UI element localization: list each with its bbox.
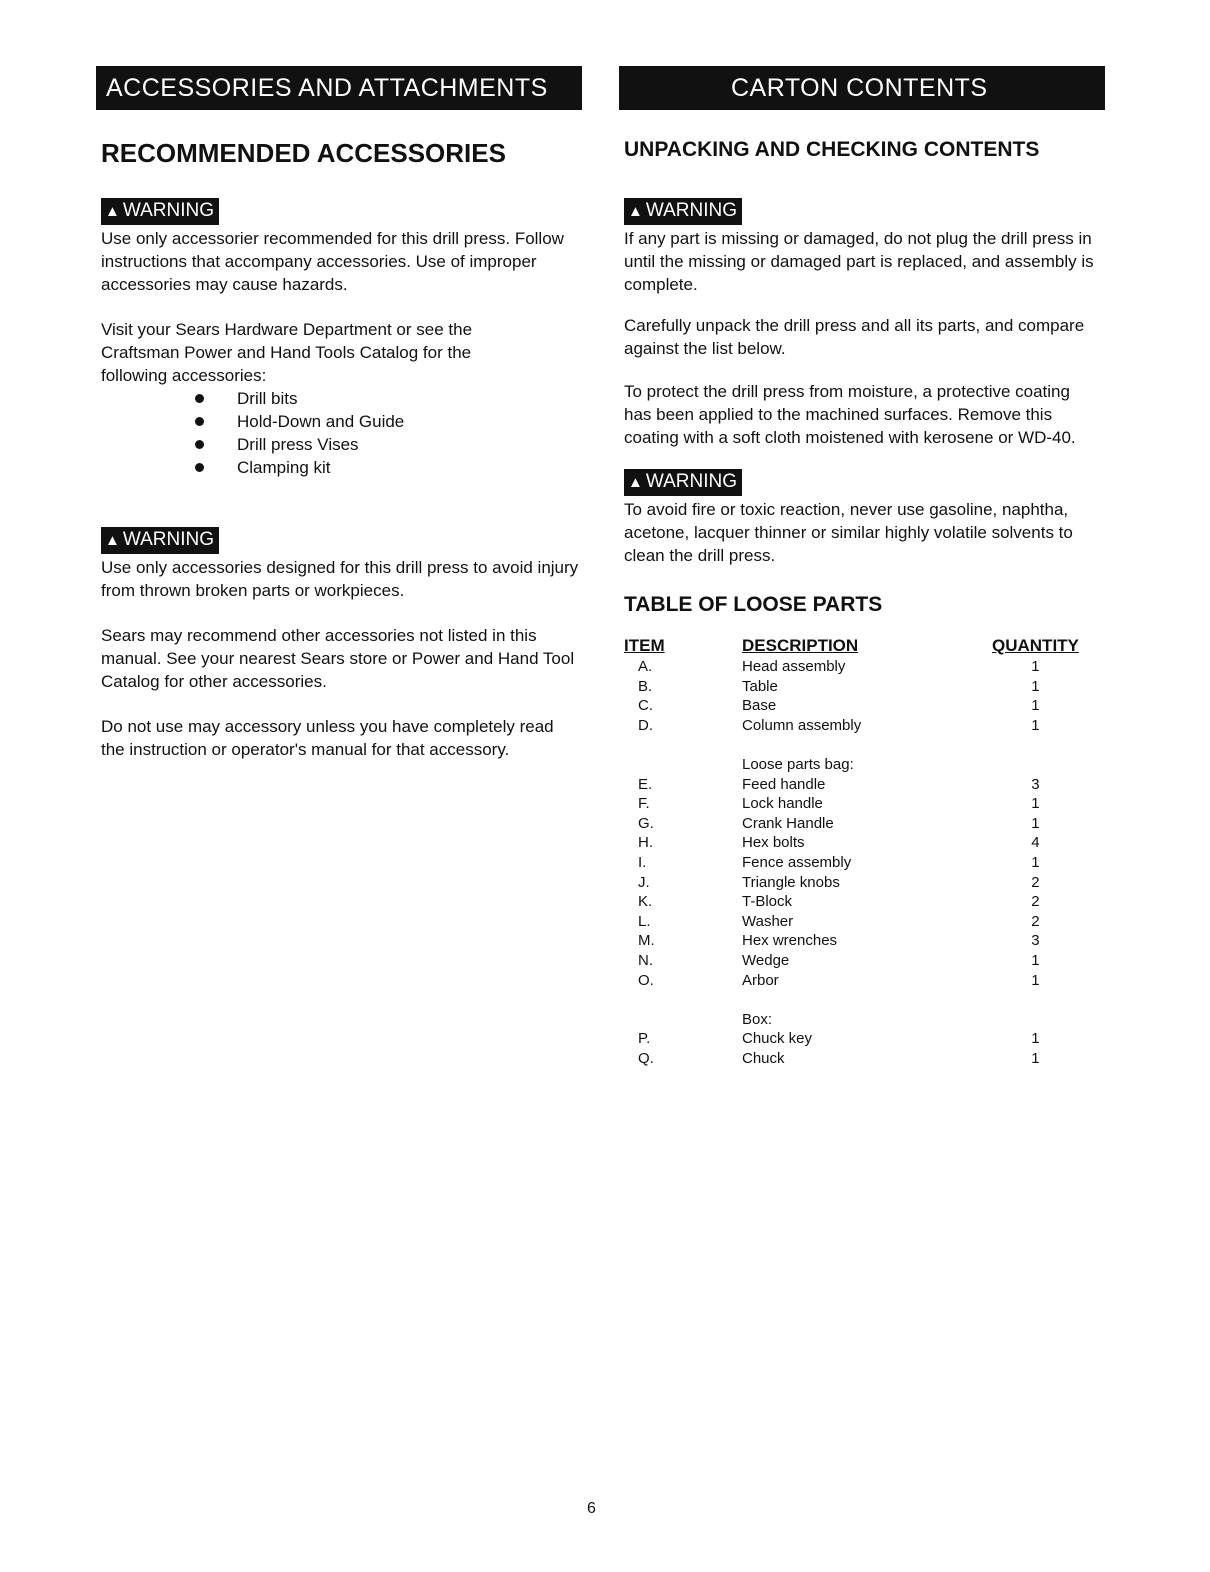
list-item: Drill bits (195, 387, 591, 410)
warning-badge (624, 198, 742, 225)
unpacking-title: UNPACKING AND CHECKING CONTENTS (624, 138, 1040, 161)
warning-block-1 (101, 198, 591, 296)
table-row: L. Washer 2 (638, 912, 1040, 930)
left-column (101, 138, 591, 761)
protect-text: To protect the drill press from moisture, a protective coating has been applied to the machined surfaces. Remove this coating with a soft cloth moistened with kerosene or WD-40. (624, 382, 1076, 447)
table-row: P. Chuck key 1 (638, 1030, 1040, 1048)
warning-badge (101, 198, 219, 225)
table-subheader-row (624, 1010, 1079, 1030)
table-row: H. Hex bolts 4 (638, 834, 1040, 852)
manual-text: Do not use may accessory unless you have completely read the instruction or operator's manual for that accessory. (101, 717, 554, 759)
warning-triangle-icon: ▲ (105, 532, 120, 549)
table-row: G. Crank Handle 1 (638, 814, 1040, 832)
banner-accessories-and-attachments: ACCESSORIES AND ATTACHMENTS (96, 66, 582, 110)
warning-label: WARNING (122, 529, 214, 550)
loose-parts-bag-label: Loose parts bag: (742, 755, 854, 773)
table-row: O. Arbor 1 (638, 971, 1040, 989)
table-row: Q. Chuck 1 (638, 1049, 1040, 1067)
table-row: B. Table 1 (638, 677, 1040, 695)
warning-badge (101, 527, 219, 554)
table-header-row (624, 635, 1079, 657)
bullet-icon (195, 463, 204, 472)
warning-text: Use only accessories designed for this drill press to avoid injury from thrown broken parts or workpieces. (101, 558, 579, 600)
warning-triangle-icon: ▲ (628, 203, 643, 220)
warning-badge (624, 469, 742, 496)
unpack-text: Carefully unpack the drill press and all its parts, and compare against the list below. (624, 316, 1085, 358)
accessories-list (101, 387, 591, 479)
warning-block-2 (101, 527, 591, 602)
bullet-icon (195, 417, 204, 426)
recommend-text: Sears may recommend other accessories not listed in this manual. See your nearest Sears store or Power and Hand Tool Catalog for other accessories. (101, 626, 575, 691)
table-row: K. T-Block 2 (638, 893, 1040, 911)
bullet-icon (195, 440, 204, 449)
visit-text: Visit your Sears Hardware Department or see the Craftsman Power and Hand Tools Catalog for the following accessories: (101, 320, 473, 385)
warning-label: WARNING (645, 200, 737, 221)
table-row: M. Hex wrenches 3 (638, 932, 1040, 950)
table-row: C. Base 1 (638, 697, 1040, 715)
description-header: DESCRIPTION (742, 636, 859, 655)
table-row: D. Column assembly 1 (638, 716, 1040, 734)
table-subheader-row (624, 755, 1079, 775)
warning-text: To avoid fire or toxic reaction, never use gasoline, naphtha, acetone, lacquer thinner or similar highly volatile solvents to clean the drill press. (624, 500, 1073, 565)
loose-parts-table (624, 635, 1079, 1068)
table-row: E. Feed handle 3 (638, 775, 1040, 793)
table-row: N. Wedge 1 (638, 951, 1040, 969)
warning-label: WARNING (645, 471, 737, 492)
warning-triangle-icon: ▲ (628, 474, 643, 491)
list-item: Drill press Vises (195, 433, 591, 456)
table-of-loose-parts-title: TABLE OF LOOSE PARTS (624, 593, 883, 616)
table-row: J. Triangle knobs 2 (638, 873, 1040, 891)
box-label: Box: (742, 1010, 773, 1028)
right-column (624, 138, 1094, 1068)
bullet-icon (195, 394, 204, 403)
table-row: I. Fence assembly 1 (638, 853, 1040, 871)
warning-triangle-icon: ▲ (105, 203, 120, 220)
page-number: 6 (587, 1500, 596, 1517)
warning-block-3 (624, 198, 1094, 296)
list-item: Hold-Down and Guide (195, 410, 591, 433)
banner-carton-contents: CARTON CONTENTS (619, 66, 1105, 110)
recommended-accessories-title: RECOMMENDED ACCESSORIES (101, 138, 506, 168)
table-row: F. Lock handle 1 (638, 795, 1040, 813)
warning-label: WARNING (122, 200, 214, 221)
warning-block-4 (624, 469, 1094, 567)
quantity-header: QUANTITY (992, 636, 1079, 655)
item-header: ITEM (624, 636, 665, 655)
warning-text: If any part is missing or damaged, do not plug the drill press in until the missing or damaged part is replaced, and assembly is complete. (624, 229, 1094, 294)
warning-text: Use only accessorier recommended for this drill press. Follow instructions that accompany accessories. Use of improper accessories may cause hazards. (101, 229, 564, 294)
table-row: A. Head assembly 1 (638, 658, 1040, 675)
list-item: Clamping kit (195, 456, 591, 479)
